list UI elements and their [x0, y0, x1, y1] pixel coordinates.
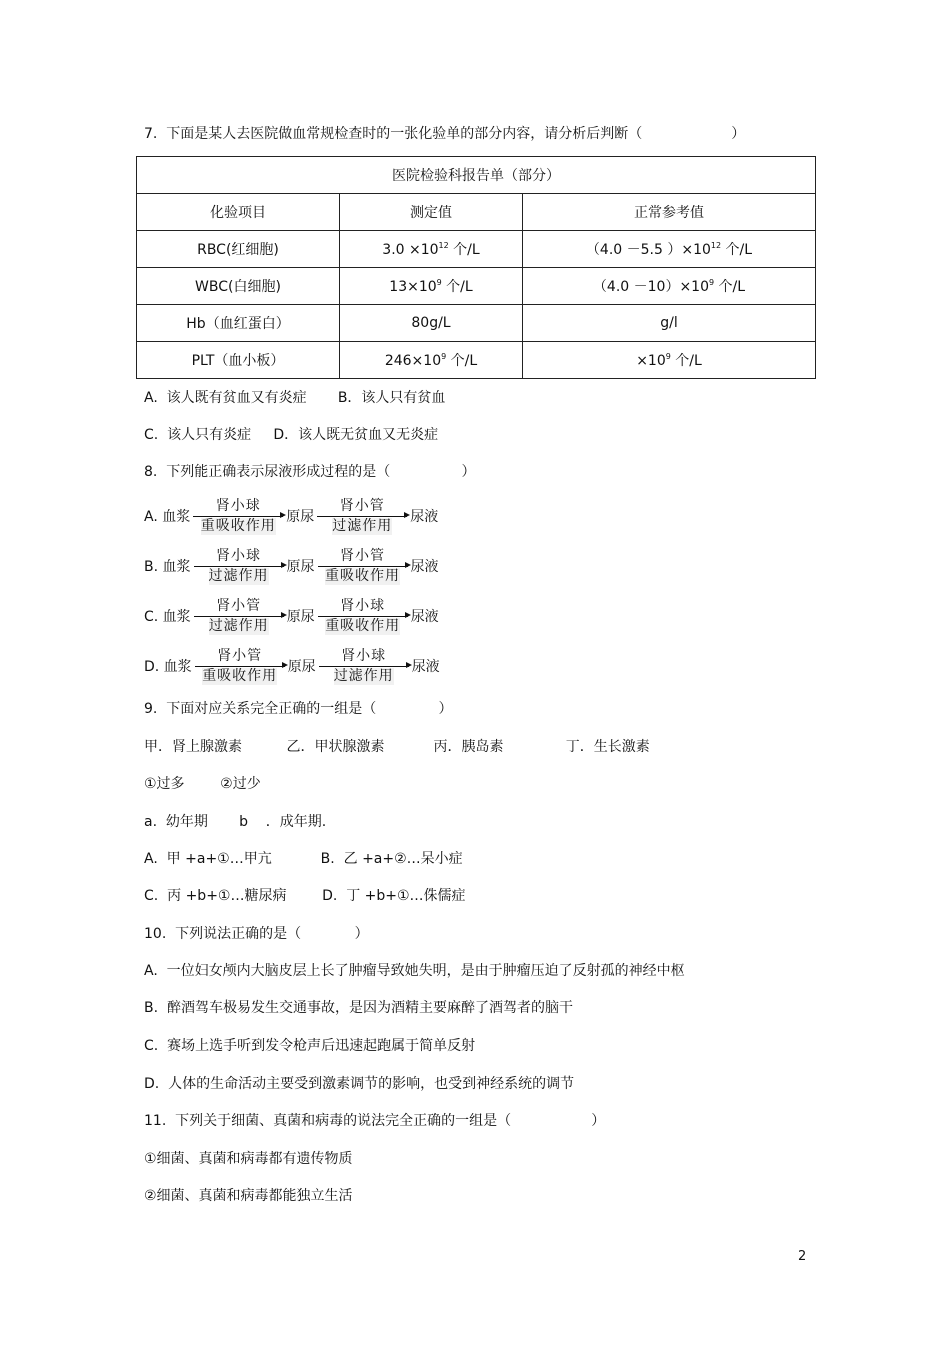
option-label: C. 血浆	[144, 609, 191, 625]
arrow-icon	[318, 616, 408, 617]
item-cell: RBC(红细胞)	[137, 231, 340, 268]
question-10-option-a: A. 一位妇女颅内大脑皮层上长了肿瘤导致她失明，是由于肿瘤压迫了反射孤的神经中枢	[144, 963, 685, 979]
question-10-option-c: C. 赛场上选手听到发令枪声后迅速起跑属于简单反射	[144, 1038, 476, 1054]
intermediate-label: 原尿	[287, 659, 316, 675]
header-measured: 测定值	[340, 194, 523, 231]
measured-cell: $13\times 10^9$ 个/L	[340, 268, 523, 305]
question-10-option-d: D. 人体的生命活动主要受到激素调节的影响，也受到神经系统的调节	[144, 1076, 575, 1092]
end-label: 尿液	[410, 559, 439, 575]
question-8-option-a	[144, 494, 438, 538]
process-arrow: 肾小管 过滤作用	[192, 598, 286, 635]
intermediate-label: 原尿	[286, 609, 315, 625]
option-label: D. 血浆	[144, 659, 192, 675]
arrow-icon	[318, 566, 408, 567]
arrow-icon	[194, 616, 284, 617]
process-arrow: 肾小球 过滤作用	[317, 648, 411, 685]
table-row	[137, 342, 816, 379]
reference-cell: $(4.0 -10)\times 10^9$ 个/L	[523, 268, 816, 305]
header-item: 化验项目	[137, 194, 340, 231]
table-row	[137, 268, 816, 305]
question-9-options-ab: A. 甲 +a+①…甲亢 B. 乙 +a+②…呆小症	[144, 851, 463, 867]
option-label: B. 血浆	[144, 559, 191, 575]
question-7-options-ab: A. 该人既有贫血又有炎症 B．该人只有贫血	[144, 390, 446, 406]
end-label: 尿液	[410, 509, 439, 525]
item-cell: WBC(白细胞)	[137, 268, 340, 305]
measured-cell: 80g/L	[340, 305, 523, 342]
question-9-options-cd: C. 丙 +b+①…糖尿病 D. 丁 +b+①…侏儒症	[144, 888, 466, 904]
reference-cell: $\times 10^9$ 个/L	[523, 342, 816, 379]
option-label: A. 血浆	[144, 509, 191, 525]
table-row	[137, 305, 816, 342]
page-number: 2	[798, 1249, 807, 1264]
arrow-icon	[194, 566, 284, 567]
arrow-icon	[195, 666, 285, 667]
question-9-amounts: ①过多 ②过少	[144, 776, 261, 792]
process-arrow: 肾小球 重吸收作用	[191, 498, 285, 535]
question-8-option-c	[144, 594, 439, 638]
arrow-icon	[317, 516, 407, 517]
question-9-stem: 9. 下面对应关系完全正确的一组是（ ）	[144, 701, 453, 717]
item-cell: Hb（血红蛋白）	[137, 305, 340, 342]
question-11-stem: 11. 下列关于细菌、真菌和病毒的说法完全正确的一组是（ ）	[144, 1113, 606, 1129]
measured-cell: $3.0 \times 10^{12}$ 个/L	[340, 231, 523, 268]
intermediate-label: 原尿	[286, 559, 315, 575]
question-11-statement-1: ①细菌、真菌和病毒都有遗传物质	[144, 1151, 353, 1167]
reference-cell: （4.0 －5.5 ）$\times 10^{12}$ 个/L	[523, 231, 816, 268]
question-8-stem: 8. 下列能正确表示尿液形成过程的是（ ）	[144, 464, 476, 480]
end-label: 尿液	[410, 609, 439, 625]
question-10-stem: 10. 下列说法正确的是（ ）	[144, 926, 369, 942]
item-cell: PLT（血小板）	[137, 342, 340, 379]
process-arrow: 肾小球 过滤作用	[192, 548, 286, 585]
question-7-options-cd: C. 该人只有炎症 D．该人既无贫血又无炎症	[144, 427, 439, 443]
question-10-option-b: B. 醉酒驾车极易发生交通事故，是因为酒精主要麻醉了酒驾者的脑干	[144, 1000, 573, 1016]
question-8-option-d	[144, 644, 440, 688]
question-9-hormones: 甲．肾上腺激素 乙．甲状腺激素 丙．胰岛素 丁．生长激素	[144, 739, 650, 755]
measured-cell: $246\times 10^9$ 个/L	[340, 342, 523, 379]
process-arrow: 肾小管 过滤作用	[315, 498, 409, 535]
question-11-statement-2: ②细菌、真菌和病毒都能独立生活	[144, 1188, 353, 1204]
process-arrow: 肾小球 重吸收作用	[316, 598, 410, 635]
table-title: 医院检验科报告单（部分）	[137, 157, 816, 194]
question-7-stem: 7. 下面是某人去医院做血常规检查时的一张化验单的部分内容，请分析后判断（ ）	[144, 126, 746, 142]
end-label: 尿液	[411, 659, 440, 675]
intermediate-label: 原尿	[286, 509, 315, 525]
question-9-periods: a. 幼年期 b ．成年期.	[144, 814, 327, 830]
arrow-icon	[193, 516, 283, 517]
question-8-option-b	[144, 544, 439, 588]
arrow-icon	[319, 666, 409, 667]
process-arrow: 肾小管 重吸收作用	[193, 648, 287, 685]
process-arrow: 肾小管 重吸收作用	[316, 548, 410, 585]
reference-cell: g/l	[523, 305, 816, 342]
header-reference: 正常参考值	[523, 194, 816, 231]
lab-report-table	[136, 156, 816, 379]
table-row	[137, 231, 816, 268]
